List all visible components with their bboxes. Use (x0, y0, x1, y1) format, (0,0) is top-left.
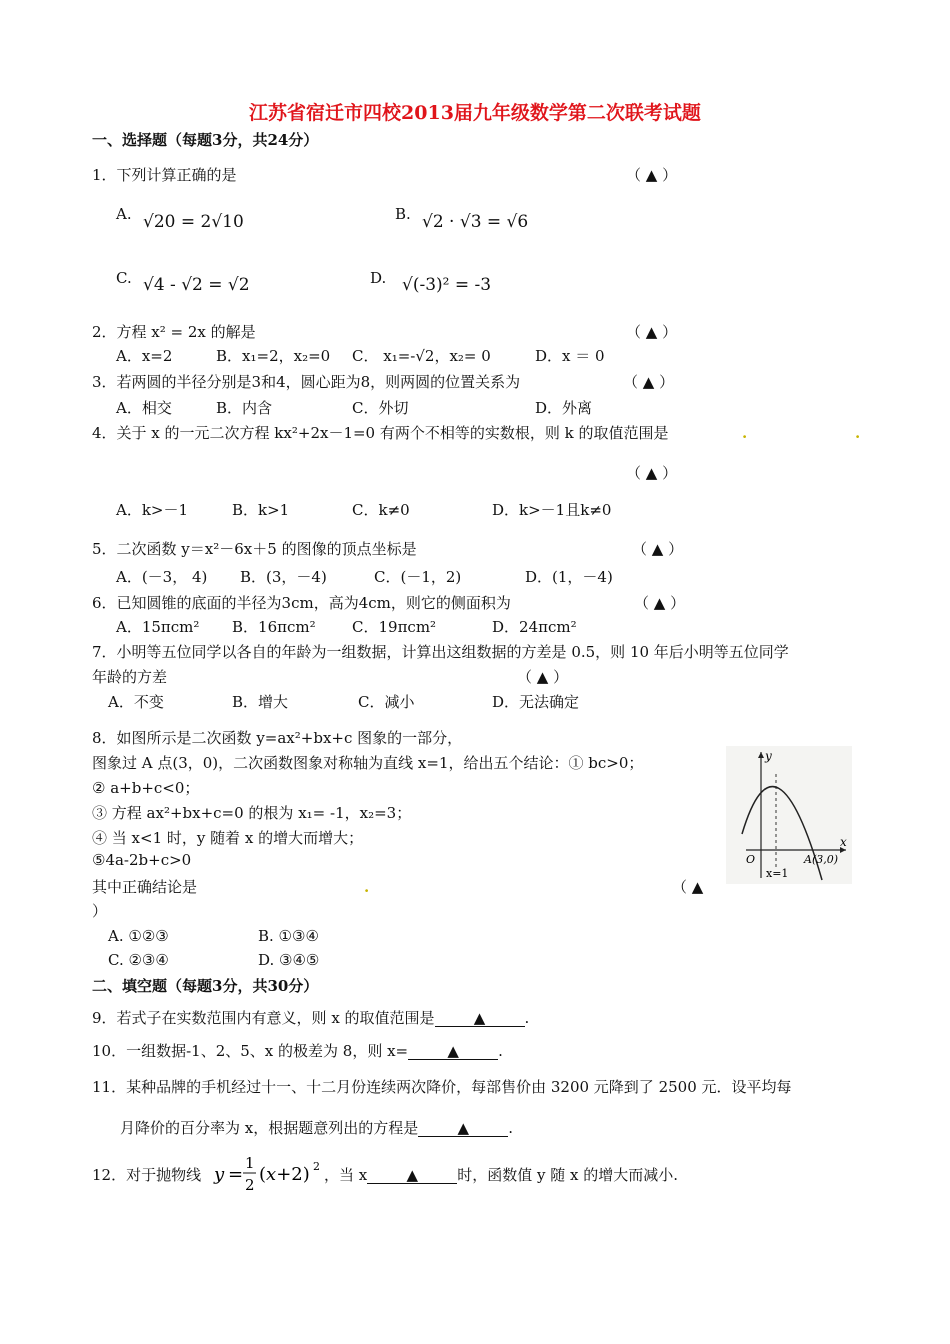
q9-text: 9．若式子在实数范围内有意义，则 x 的取值范围是 (92, 1009, 435, 1027)
q8-option-d: D. ③④⑤ (258, 951, 320, 969)
q7-mark: （ ▲ ） (517, 668, 569, 686)
stray-dot: . (742, 424, 748, 442)
stray-dot: . (855, 424, 861, 442)
q2-stem: 2．方程 x² = 2x 的解是 (92, 323, 256, 341)
q8-line1: 8．如图所示是二次函数 y=ax²+bx+c 图象的一部分， (92, 729, 463, 747)
q12-formula (212, 1152, 324, 1196)
q5-option-d: D．(1，－4) (525, 568, 613, 586)
q1-a-expr: √20 = 2√10 (143, 212, 244, 232)
q8-mark-right: ） (92, 902, 108, 920)
q12-mid: ，当 x (324, 1166, 368, 1184)
q2-option-d: D．x ＝ 0 (535, 347, 605, 365)
q8-mark-left: （ ▲ (672, 878, 704, 896)
q7-option-a: A．不变 (108, 693, 164, 711)
q9-end: . (524, 1009, 530, 1027)
formula-numerator: 1 (245, 1154, 255, 1172)
q6-option-a: A．15πcm² (116, 618, 200, 636)
q4-option-b: B．k>1 (232, 501, 290, 519)
q1-c-expr: √4 - √2 = √2 (143, 275, 250, 295)
q5-option-c: C．(－1，2) (374, 568, 462, 586)
page-title: 江苏省宿迁市四校2013届九年级数学第二次联考试题 (249, 102, 701, 124)
q1-stem: 1．下列计算正确的是 (92, 166, 237, 184)
q2-mark: （ ▲ ） (626, 323, 678, 341)
q3-option-a: A．相交 (116, 399, 172, 417)
q6-option-b: B．16πcm² (232, 618, 316, 636)
q8-option-a: A. ①②③ (108, 927, 169, 945)
q4-option-a: A．k>－1 (116, 501, 189, 519)
q5-mark: （ ▲ ） (632, 540, 684, 558)
q6-option-c: C．19πcm² (352, 618, 437, 636)
fig-point-a-label: A(3,0) (804, 853, 839, 866)
q11-row (120, 1117, 513, 1138)
q6-stem: 6．已知圆锥的底面的半径为3cm，高为4cm，则它的侧面积为 (92, 594, 511, 612)
formula-denominator: 2 (245, 1176, 255, 1194)
section-2-heading: 二、填空题（每题3分，共30分） (92, 977, 319, 995)
q1-c-label: C. (116, 269, 132, 287)
q9-answer-blank[interactable]: ▲ (435, 1011, 525, 1027)
q1-a-label: A. (116, 205, 132, 223)
q5-stem: 5．二次函数 y＝x²－6x＋5 的图像的顶点坐标是 (92, 540, 417, 558)
q10-row (92, 1040, 503, 1061)
q7-line2: 年龄的方差 (92, 668, 168, 686)
q5-option-a: A．(－3， 4) (116, 568, 208, 586)
q11-line1: 11．某种品牌的手机经过十一、十二月份连续两次降价，每部售价由 3200 元降到了 2500 元．设平均每 (92, 1078, 792, 1096)
q8-ask: 其中正确结论是 (92, 878, 198, 896)
q2-option-b: B．x₁=2，x₂=0 (216, 347, 331, 365)
fig-y-label: y (765, 749, 772, 763)
fig-symmetry-label: x=1 (766, 867, 789, 880)
q8-conclusion-3: ③ 方程 ax²+bx+c=0 的根为 x₁= -1，x₂=3； (92, 804, 412, 822)
q7-line1: 7．小明等五位同学以各自的年龄为一组数据，计算出这组数据的方差是 0.5，则 10 年后小明等五位同学 (92, 643, 789, 661)
formula-y: y (214, 1164, 225, 1185)
q6-mark: （ ▲ ） (634, 594, 686, 612)
q7-option-d: D．无法确定 (492, 693, 580, 711)
q4-option-c: C．k≠0 (352, 501, 410, 519)
q8-option-b: B. ①③④ (258, 927, 319, 945)
stray-dot: . (364, 878, 370, 896)
section-1-heading: 一、选择题（每题3分，共24分） (92, 131, 319, 149)
formula-body: (x+2) (259, 1164, 310, 1185)
q11-end: . (508, 1119, 514, 1137)
formula-exponent: 2 (313, 1160, 320, 1173)
q8-line2: 图象过 A 点(3，0)，二次函数图象对称轴为直线 x=1，给出五个结论：① bc>0； (92, 754, 644, 772)
q11-text: 月降价的百分率为 x，根据题意列出的方程是 (120, 1119, 419, 1137)
q1-mark: （ ▲ ） (626, 166, 678, 184)
q1-d-label: D. (370, 269, 387, 287)
q1-b-label: B. (395, 205, 411, 223)
q8-conclusion-5: ⑤4a-2b+c>0 (92, 851, 192, 869)
q11-answer-blank[interactable]: ▲ (418, 1121, 508, 1137)
q8-option-c: C. ②③④ (108, 951, 169, 969)
q7-option-c: C．减小 (358, 693, 415, 711)
q2-option-c: C． x₁=-√2，x₂= 0 (352, 347, 491, 365)
q3-mark: （ ▲ ） (623, 373, 675, 391)
q9-row (92, 1007, 529, 1028)
q12-pre: 12．对于抛物线 (92, 1166, 202, 1184)
q10-answer-blank[interactable]: ▲ (408, 1044, 498, 1060)
q3-option-d: D．外离 (535, 399, 593, 417)
q3-stem: 3．若两圆的半径分别是3和4，圆心距为8，则两圆的位置关系为 (92, 373, 521, 391)
q8-conclusion-2: ② a+b+c<0； (92, 779, 200, 797)
q12-end: 时，函数值 y 随 x 的增大而减小. (457, 1166, 679, 1184)
q8-conclusion-4: ④ 当 x<1 时，y 随着 x 的增大而增大； (92, 829, 364, 847)
formula-eq: = (228, 1164, 244, 1185)
q1-d-expr: √(-3)² = -3 (402, 275, 492, 295)
q3-option-c: C．外切 (352, 399, 409, 417)
q6-option-d: D．24πcm² (492, 618, 577, 636)
q2-option-a: A．x=2 (116, 347, 173, 365)
fig-x-label: x (840, 835, 847, 849)
q4-stem: 4．关于 x 的一元二次方程 kx²+2x－1=0 有两个不相等的实数根，则 k 的取值范围是 (92, 424, 669, 442)
q4-option-d: D．k>－1且k≠0 (492, 501, 612, 519)
q10-end: . (498, 1042, 503, 1060)
q3-option-b: B．内含 (216, 399, 273, 417)
q1-b-expr: √2 · √3 = √6 (422, 212, 529, 232)
fig-origin-label: O (746, 853, 756, 866)
q12-answer-blank[interactable]: ▲ (367, 1168, 457, 1184)
q4-mark: （ ▲ ） (626, 464, 678, 482)
q10-text: 10．一组数据-1、2、5、x 的极差为 8，则 x= (92, 1042, 409, 1060)
q12-row (324, 1164, 678, 1185)
q5-option-b: B．(3，－4) (240, 568, 327, 586)
q7-option-b: B．增大 (232, 693, 289, 711)
q8-parabola-figure (726, 746, 852, 884)
